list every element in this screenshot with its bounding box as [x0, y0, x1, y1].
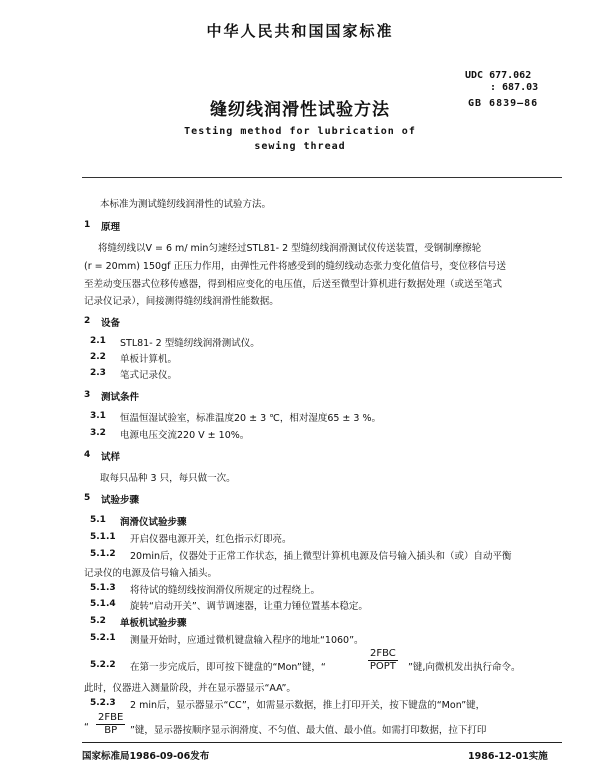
step-text: 20min后，仪器处于正常工作状态，插上微型计算机电源及信号输入插头和（或）自动平衡 — [130, 551, 512, 562]
section-1-line: 将缝纫线以V = 6 m/ min匀速经过STL81- 2 型缝纫线润滑测试仪传送装置，受钢制摩擦轮 — [98, 243, 482, 254]
step-text-continued: 此时，仪器进入测量阶段，并在显示器显示“AA”。 — [84, 683, 296, 694]
quote-mark: “ — [84, 722, 89, 733]
section-1-title: 原理 — [101, 222, 121, 233]
key-fraction — [368, 648, 398, 673]
step-text: 将待试的缝纫线按润滑仪所规定的过程绕上。 — [130, 585, 321, 596]
step-number: 5.1.4 — [90, 599, 116, 609]
step-text: 在第一步完成后，即可按下键盘的“Mon”键，“ — [130, 662, 326, 673]
section-1-line: 至差动变压器式位移传感器，得到相应变化的电压值，后送至微型计算机进行数据处理（或送至笔式 — [84, 279, 503, 290]
step-text-tail: ”键,向微机发出执行命令。 — [408, 662, 521, 673]
document-title: 缝纫线润滑性试验方法 — [210, 100, 390, 120]
section-4-number: 4 — [84, 450, 91, 460]
fraction-denominator: BP — [104, 725, 118, 736]
step-text-tail: ”键，显示器按顺序显示润滑度、不匀值、最大值、最小值。如需打印数据，拉下打印 — [130, 725, 487, 736]
item-number: 2.1 — [90, 336, 106, 346]
header-divider — [82, 177, 562, 178]
section-4-title: 试样 — [101, 452, 121, 463]
footer-divider — [82, 742, 562, 743]
org-title: 中华人民共和国国家标准 — [206, 22, 394, 40]
step-number: 5.1.3 — [90, 583, 116, 593]
english-title-line1: Testing method for lubrication of — [184, 126, 416, 137]
item-number: 3.2 — [90, 428, 106, 438]
section-1-line: (r = 20mm) 150gf 正压力作用，由弹性元件将感受到的缝纫线动态张力变化值信号，变位移信号送 — [84, 261, 506, 272]
fraction-numerator: 2FBC — [370, 648, 396, 659]
intro-paragraph: 本标准为测试缝纫线润滑性的试验方法。 — [100, 199, 272, 210]
section-1-line: 记录仪记录），间接测得缝纫线润滑性能数据。 — [84, 296, 279, 307]
fraction-numerator: 2FBE — [98, 712, 124, 723]
section-5-number: 5 — [84, 493, 91, 503]
key-fraction — [96, 712, 125, 737]
subsection-number: 5.1 — [90, 515, 106, 525]
english-title-line2: sewing thread — [254, 141, 346, 152]
item-number: 2.3 — [90, 368, 106, 378]
item-text: STL81- 2 型缝纫线润滑测试仪。 — [120, 338, 260, 349]
subsection-title: 润滑仪试验步骤 — [120, 517, 187, 528]
step-number: 5.2.1 — [90, 633, 116, 643]
gb-number: GB 6839—86 — [468, 98, 539, 109]
step-number: 5.1.1 — [90, 532, 116, 542]
item-text: 笔式记录仪。 — [120, 370, 178, 381]
fraction-denominator: POPT — [369, 661, 396, 672]
step-number: 5.2.2 — [90, 660, 116, 670]
subsection-number: 5.2 — [90, 616, 106, 626]
step-text: 测量开始时，应通过微机键盘输入程序的地址“1060”。 — [130, 635, 364, 646]
section-1-number: 1 — [84, 220, 91, 230]
step-number: 5.2.3 — [90, 698, 116, 708]
udc-code-line2: : 687.03 — [490, 82, 539, 93]
item-number: 3.1 — [90, 411, 106, 421]
udc-code-line1: UDC 677.062 — [465, 70, 532, 81]
step-text-continued: 记录仪的电源及信号输入插头。 — [84, 568, 218, 579]
section-5-title: 试验步骤 — [101, 495, 140, 506]
issue-date: 国家标准局1986-09-06发布 — [82, 751, 210, 762]
section-3-title: 测试条件 — [101, 392, 140, 403]
section-4-text: 取每只品种 3 只，每只做一次。 — [100, 473, 236, 484]
section-3-number: 3 — [84, 390, 91, 400]
step-text: 2 min后，显示器显示“CC”，如需显示数据，推上打印开关，按下键盘的“Mon”键， — [130, 700, 486, 711]
item-text: 恒温恒湿试验室，标准温度20 ± 3 ℃，相对湿度65 ± 3 %。 — [120, 413, 382, 424]
step-number: 5.1.2 — [90, 549, 116, 559]
item-text: 单板计算机。 — [120, 354, 178, 365]
item-text: 电源电压交流220 V ± 10%。 — [120, 430, 250, 441]
item-number: 2.2 — [90, 352, 106, 362]
step-text: 旋转“启动开关”、调节调速器，让重力锤位置基本稳定。 — [130, 601, 368, 612]
step-text: 开启仪器电源开关，红色指示灯即亮。 — [130, 534, 292, 545]
effective-date: 1986-12-01实施 — [468, 751, 548, 762]
subsection-title: 单板机试验步骤 — [120, 618, 187, 629]
section-2-number: 2 — [84, 316, 91, 326]
section-2-title: 设备 — [101, 318, 121, 329]
